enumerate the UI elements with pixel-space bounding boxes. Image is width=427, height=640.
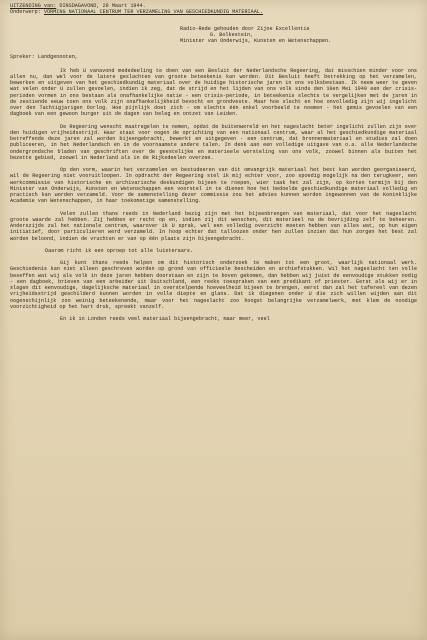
paragraph-6: Gij kunt thans reeds helpen om dit historisch onderzoek te maken tot een groot, waarlijk nationaal werk. Geschiedenis kan niet alleen geschreven worden op grond van officieele bescheiden en archiefstukken. Wil het nageslacht ten volle beseffen wat wij als volk in deze jaren hebben doorstaan en zijn te boven gekomen, dan hebben wij juist de eenvoudige stukken nodig - een dagboek, brieven van een arbeider uit Duitschland, een reeks toespraken van een predikant of priester. Eerst als wij er in slagen dit eenvoudige, dagelijksche materiaal in overstelpende hoeveelheid bijeen te brengen, eerst dan zal het tafereel van dezen vrijheidsstrijd geschilderd kunnen worden in volle diepte en glans. Dat ik diegenen onder U die zich willen wijden aan dit oogenschijnlijk zoo weinig beteekenende, maar voor het nageslacht zoo hoogst belangrijke verzamelwerk, met klem de noodige voorzichtigheid op het hart druk, spreekt vanzelf. <box>10 260 417 310</box>
paragraph-3: Op den vorm, waarin het verzamelen en bestudeeren van dit omvangrijk materiaal het best kan worden georganiseerd, wil de Regeering niet vooruitloopen. In opdracht der Regeering stel ik mij echter voor, zoo spoedig mogelijk na den terugkeer, een werkcommissie van historische en archivarische deskundigen bijeen te roepen, wier taak het zal zijn, op korten termijn bij den Minister van Onderwijs, Kunsten en Wetenschappen een voorstel in te dienen hoe het bedoelde geschiedkundige materiaal volledig en practisch kan worden verzameld. Voor de samenstelling dezer commissie zou het advies kunnen worden ingewonnen van de Koninklijke Academie van Wetenschappen, in haar toekomstige samenstelling. <box>10 167 417 205</box>
paragraph-5: Daarom richt ik een oproep tot alle luisteraars. <box>45 247 194 254</box>
subject-label: Onderwerp: <box>10 9 41 16</box>
sender-line-1: Radio-Rede gehouden door Zijne Excellentie <box>180 25 310 32</box>
subject-line <box>10 9 417 15</box>
broadcast-date: DINSDAGAVOND, 28 Maart 1944. <box>59 3 146 9</box>
subject-title: VORMING NATIONAAL CENTRUM TER VERZAMELING VAN GESCHIEDKUNDIG MATERIAAL. <box>43 9 263 16</box>
paragraph-7-partial: En ik in Londen reeds veel materiaal bijeengebracht, maar meer, veel <box>60 316 270 322</box>
sender-title: Minister van Onderwijs, Kunsten en Wetenschappen. <box>180 38 332 44</box>
broadcast-label: UITZENDING van: <box>10 3 57 9</box>
speaker-line: Spreker: Landgenooten, <box>10 54 78 61</box>
paragraph-2: De Regeering wenscht maatregelen te nemen, opdat de buitenwereld en het nageslacht beter ingelicht zullen zijn over den huidigen vrijheidsstrijd. Haar staat voor oogen de oprichting van een nationaal centrum, waar al het geschiedkundige materiaal betreffende deze jaren zal worden bijeengebracht, bewerkt en uitgegeven - een centrum, dat bronnenmateriaal en studies zal doen publiceeren, in het Nederlandsch en in de voornaamste andere talen. In denk aan een volledige uitgave van o.a. alle Nederlandsche ondergrondsche bladen van geschriften over de geestelijke en materieele worsteling van ons volk, zoowel binnen als buiten het bezette gebied, zoowel in Nederland als in de Rijksdeelen overzee. <box>10 123 417 161</box>
paragraph-4: Velen zullen thans reeds in Nederland bezig zijn met het bijeenbrengen van materiaal, dat voor het nageslacht groote waarde zal hebben. Zij hebben er recht op en, indien zij dit wenschen, dit materieel na de bevrijding zelf te beheeren. Anderszijds zal het nationale centrum, waarover ik U sprak, wel een volledig overzicht moeten hebben van alles wat, op hun eigen initiatief, door particulieren werd verzameld. In hoop echter dat talloozen onder hen zullen inzien dat hun zorgen het best zal worden beloond, indien de vruchten er van op één plaats zijn bijeengebracht. <box>10 210 417 242</box>
paragraph-1: Ik heb U vanavond mededeeling te doen van een Besluit der Nederlandsche Regeering, dat misschien minder voor ons allen nu, dan wel voor de latere geslachten van groote beteekenis kan worden. Dit Besluit heeft betrekking op het verzamelen, bewerken en uitgeven van het geschiedkundig materiaal over de huidige historische jaren in ons volksbestaan. Ik neem weer te geven wat velen onder U zullen gevoelen, indien ik zeg, dat de strijd en het lijden van ons volk sinds den 10en Mei 1940 een der crisis-perioden vormen in ons bestaan als onafhankelijke natie - een crisis-periode, in beteekenis slechts te vergelijken met de jaren in de zestiende eeuw toen ons volk zijn onafhankelijkheid bevocht en grondveste. Maar hoe slecht en hoe onvolledig zijn wij ingelicht over den Tachtigjarigen Oorlog. Hoe pijnlijk doet zich - om slechts één enkel voorbeeld te noemen - het gemis gevoelen van een dagboek van een gewoon burger uit de dagen van beleg en ontzet van Leiden. <box>10 67 417 118</box>
sender-name: G. Bolkestein, <box>210 31 254 38</box>
sender-block <box>180 26 417 45</box>
